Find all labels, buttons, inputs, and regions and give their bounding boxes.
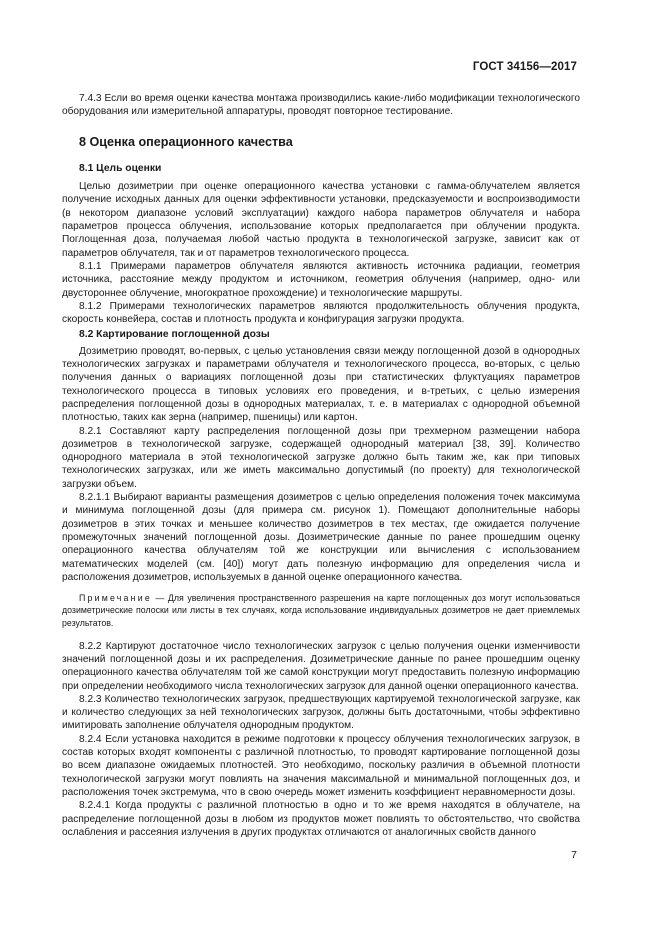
section-heading-8: 8 Оценка операционного качества xyxy=(79,134,293,149)
paragraph-8-1: Целью дозиметрии при оценке операционного качества установки с гамма-облучателем является получение исходных данных для оценки эффективности установки, предсказуемости и воспроизводимости (в некотором диапазоне условий эксплуатации) каждого набора параметров облучателя и набора параметров процесса облучения, использование которых предполагается при облучении продукта. Поглощенная доза, получаемая любой частью продукта в технологической загрузке, зависит как от параметров облучателя, так и от параметров технологического процесса. xyxy=(62,181,580,259)
note xyxy=(62,592,580,629)
document-code-header: ГОСТ 34156—2017 xyxy=(472,61,577,73)
paragraph-8-2-4-1: 8.2.4.1 Когда продукты с различной плотностью в одно и то же время находятся в облучателе, на распределение поглощенной дозы в любом из продуктов может повлиять то обстоятельство, что свойства ослабления и рассеяния излучения в других продуктах отличаются от аналогичных свойств данного xyxy=(62,800,580,838)
paragraph-8-2-3: 8.2.3 Количество технологических загрузок, предшествующих картируемой технологической загрузке, как и количество следующих за ней технологических загрузок, должны быть достаточными, чтобы эффективно имитировать заполнение облучателя однородным продуктом. xyxy=(62,693,580,732)
paragraph-8-2-1: 8.2.1 Составляют карту распределения поглощенной дозы при трехмерном размещении набора дозиметров в технологической загрузке, содержащей однородный материал [38, 39]. Количество однородного материала в этой технологической загрузке должно быть таким же, как при типовых технологических загрузках, или же иметь максимально допустимый (по проекту) для технологической загрузки объем. xyxy=(62,425,580,490)
subsection-heading-8-2: 8.2 Картирование поглощенной дозы xyxy=(79,329,270,341)
note-text: — Для увеличения пространственного разрешения на карте поглощенных доз могут использоваться дозиметрические полоски или листы в тех случаях, когда использование индивидуальных дозиметров не дает приемлемых результатов. xyxy=(62,593,580,628)
paragraph-8-2: Дозиметрию проводят, во-первых, с целью установления связи между поглощенной дозой в однородных технологических загрузках и параметрами облучателя и технологического процесса, во-вторых, с целью получения данных о вариациях поглощенной дозы при статистических флуктуациях параметров технологического процесса в типовых условиях его проведения, и в-третьих, с целью измерения распределения поглощенной дозы в однородных материалах, т. е. в материалах с однородной объемной плотностью, таких как зерна (например, пшеницы) или картон. xyxy=(62,345,580,424)
paragraph-8-1-1: 8.1.1 Примерами параметров облучателя являются активность источника радиации, геометрия источника, расстояние между продуктом и источником, геометрия облучения (например, одно- или двустороннее облучение, многократное прохождение) и технологические маршруты. xyxy=(62,260,580,299)
page-body xyxy=(62,92,580,839)
paragraph-8-1-2: 8.1.2 Примерами технологических параметров являются продолжительность облучения продукта, скорость конвейера, состав и плотность продукта и конфигурация загрузки продукта. xyxy=(62,300,580,326)
paragraph-8-2-1-1: 8.2.1.1 Выбирают варианты размещения дозиметров с целью определения положения точек максимума и минимума поглощенной дозы (для примера см. рисунок 1). Помещают дополнительные наборы дозиметров в этих точках и меньшее количество дозиметров в тех местах, где ожидается получение промежуточных значений поглощенной дозы. Дозиметрические данные по ранее прошедшим оценку операционного качества облучателям той же конструкции или вычисления с использованием математических моделей (см. [40]) могут дать полезную информацию для определения числа и расположения дозиметров, используемых в данной оценке операционного качества. xyxy=(62,492,580,583)
page-number: 7 xyxy=(571,849,577,861)
subsection-heading-8-1: 8.1 Цель оценки xyxy=(79,162,162,174)
note-label: Примечание xyxy=(79,593,152,604)
paragraph-7-4-3: 7.4.3 Если во время оценки качества монтажа производились какие-либо модификации технологического оборудования или измерительной аппаратуры, проводят повторное тестирование. xyxy=(62,93,580,118)
paragraph-8-2-4: 8.2.4 Если установка находится в режиме подготовки к процессу облучения технологических загрузок, в состав которых входят компоненты с различной плотностью, то проводят картирование поглощенной дозы во всем диапазоне ожидаемых плотностей. Это необходимо, поскольку различия в объемной плотности технологической загрузки могут повлиять на значения максимальной и минимальной поглощенных доз, и расположения точек экстремума, что в свою очередь может изменить коэффициент неравномерности дозы. xyxy=(62,733,580,798)
paragraph-8-2-2: 8.2.2 Картируют достаточное число технологических загрузок с целью получения оценки изменчивости значений поглощенной дозы и их распределения. Дозиметрические данные по ранее прошедшим оценку операционного качества облучателям той же самой конструкции могут предоставить полезную информацию при определении необходимого числа технологических загрузок для данной оценки операционного качества. xyxy=(62,640,580,692)
